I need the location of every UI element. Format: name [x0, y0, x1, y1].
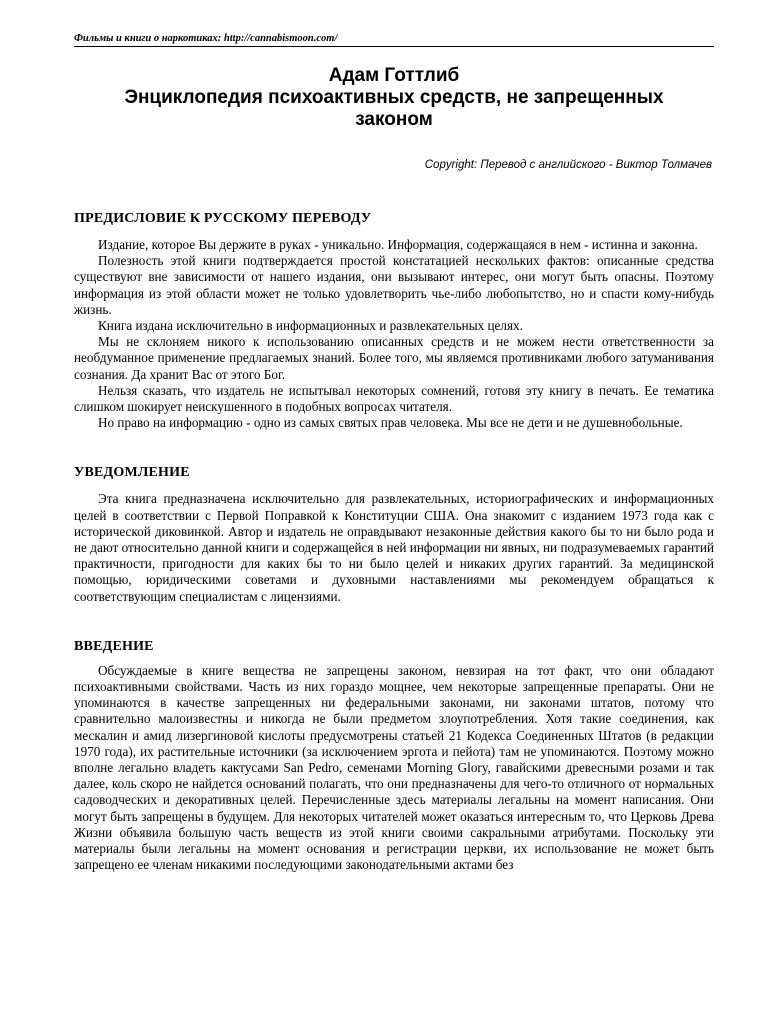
paragraph: Но право на информацию - одно из самых святых прав человека. Мы все не дети и не душевнобольные. — [98, 415, 683, 431]
paragraph: Издание, которое Вы держите в руках - уникально. Информация, содержащаяся в нем - истинна и законна. — [98, 237, 698, 252]
section-heading: ПРЕДИСЛОВИЕ К РУССКОМУ ПЕРЕВОДУ — [74, 211, 372, 226]
paragraph: Эта книга предназначена исключительно для развлекательных, историографических и информационных целей в соответствии с Первой Поправкой к Конституции США. Она знакомит с изданием 1973 года как с исторической диковинкой. Автор и издатель не оправдывают незаконные действия какого бы то ни было рода и не дают относительно данной книги и содержащейся в ней информации ни явных, ни подразумеваемых гарантий практичности, пригодности для каких бы то ни было целей и никаких других гарантий. За медицинской помощью, юридическими советами и духовными наставлениями мы рекомендуем обращаться к соответствующим специалистам с лицензиями. — [74, 491, 714, 604]
paragraph: Обсуждаемые в книге вещества не запрещены законом, невзирая на тот факт, что они обладают психоактивными свойствами. Часть из них гораздо мощнее, чем некоторые запрещенные препараты. Они не упоминаются в качестве запрещенных ни федеральными законами, ни законами штатов, потому что сравнительно малоизвестны и никогда не были предметом злоупотребления. Хотя такие соединения, как мескалин и амид лизергиновой кислоты предусмотрены статьей 21 Кодекса Соединенных Штатов (в редакции 1970 года), их растительные источники (за исключением эргота и пейота) там не упоминаются. Поэтому можно вполне легально владеть кактусами San Pedro, семенами Morning Glory, гавайскими древесными розами и так далее, коль скоро не найдется оснований полагать, что они предназначены для чего-то отличного от нормальных садоводческих и декоративных целей. Перечисленные здесь материалы легальны на момент написания. Они могут быть запрещены в будущем. Для некоторых читателей может оказаться интересным то, что Церковь Древа Жизни объявила большую часть веществ из этой книги своими сакральными атрибутами. Поскольку эти материалы были легальны на момент основания и регистрации церкви, их использование не может быть запрещено ее членам никакими последующими законодательными актами без — [74, 662, 714, 873]
header-label: Фильмы и книги о наркотиках: — [74, 33, 224, 44]
header-url-link[interactable]: http://cannabismoon.com/ — [223, 33, 338, 44]
paragraph: Нельзя сказать, что издатель не испытывал некоторых сомнений, готовя эту книгу в печать. Ее тематика слишком шокирует неискушенного в подобных вопросах читателя. — [74, 382, 714, 415]
page-header — [74, 33, 714, 47]
section-body — [74, 491, 714, 604]
section-notice — [74, 465, 714, 604]
paragraph: Полезность этой книги подтверждается простой констатацией нескольких фактов: описанные средства существуют вне зависимости от нашего издания, они вызывают интерес, они могут быть опасны. Поэтому информация из этой области может не только удовлетворить чье-либо любопытство, но и спасти кому-нибудь жизнь. — [74, 253, 714, 317]
title-block — [74, 65, 714, 131]
document-page — [74, 0, 714, 874]
section-preface — [74, 211, 714, 431]
paragraph: Книга издана исключительно в информационных и развлекательных целях. — [98, 318, 523, 334]
section-heading: ВВЕДЕНИЕ — [74, 638, 154, 654]
section-introduction — [74, 639, 714, 874]
section-body — [74, 237, 714, 431]
section-heading: УВЕДОМЛЕНИЕ — [74, 465, 190, 481]
author-name: Адам Готтлиб — [328, 65, 460, 86]
copyright-line: Copyright: Перевод с английского - Виктор Толмачев — [424, 159, 712, 171]
paragraph: Мы не склоняем никого к использованию описанных средств и не можем нести ответственности за необдуманное применение предлагаемых знаний. Более того, мы являемся противниками любого затуманивания сознания. Да хранит Вас от этого Бог. — [74, 334, 714, 382]
section-body — [74, 663, 714, 874]
book-title: Энциклопедия психоактивных средств, не запрещенных законом — [124, 87, 664, 130]
